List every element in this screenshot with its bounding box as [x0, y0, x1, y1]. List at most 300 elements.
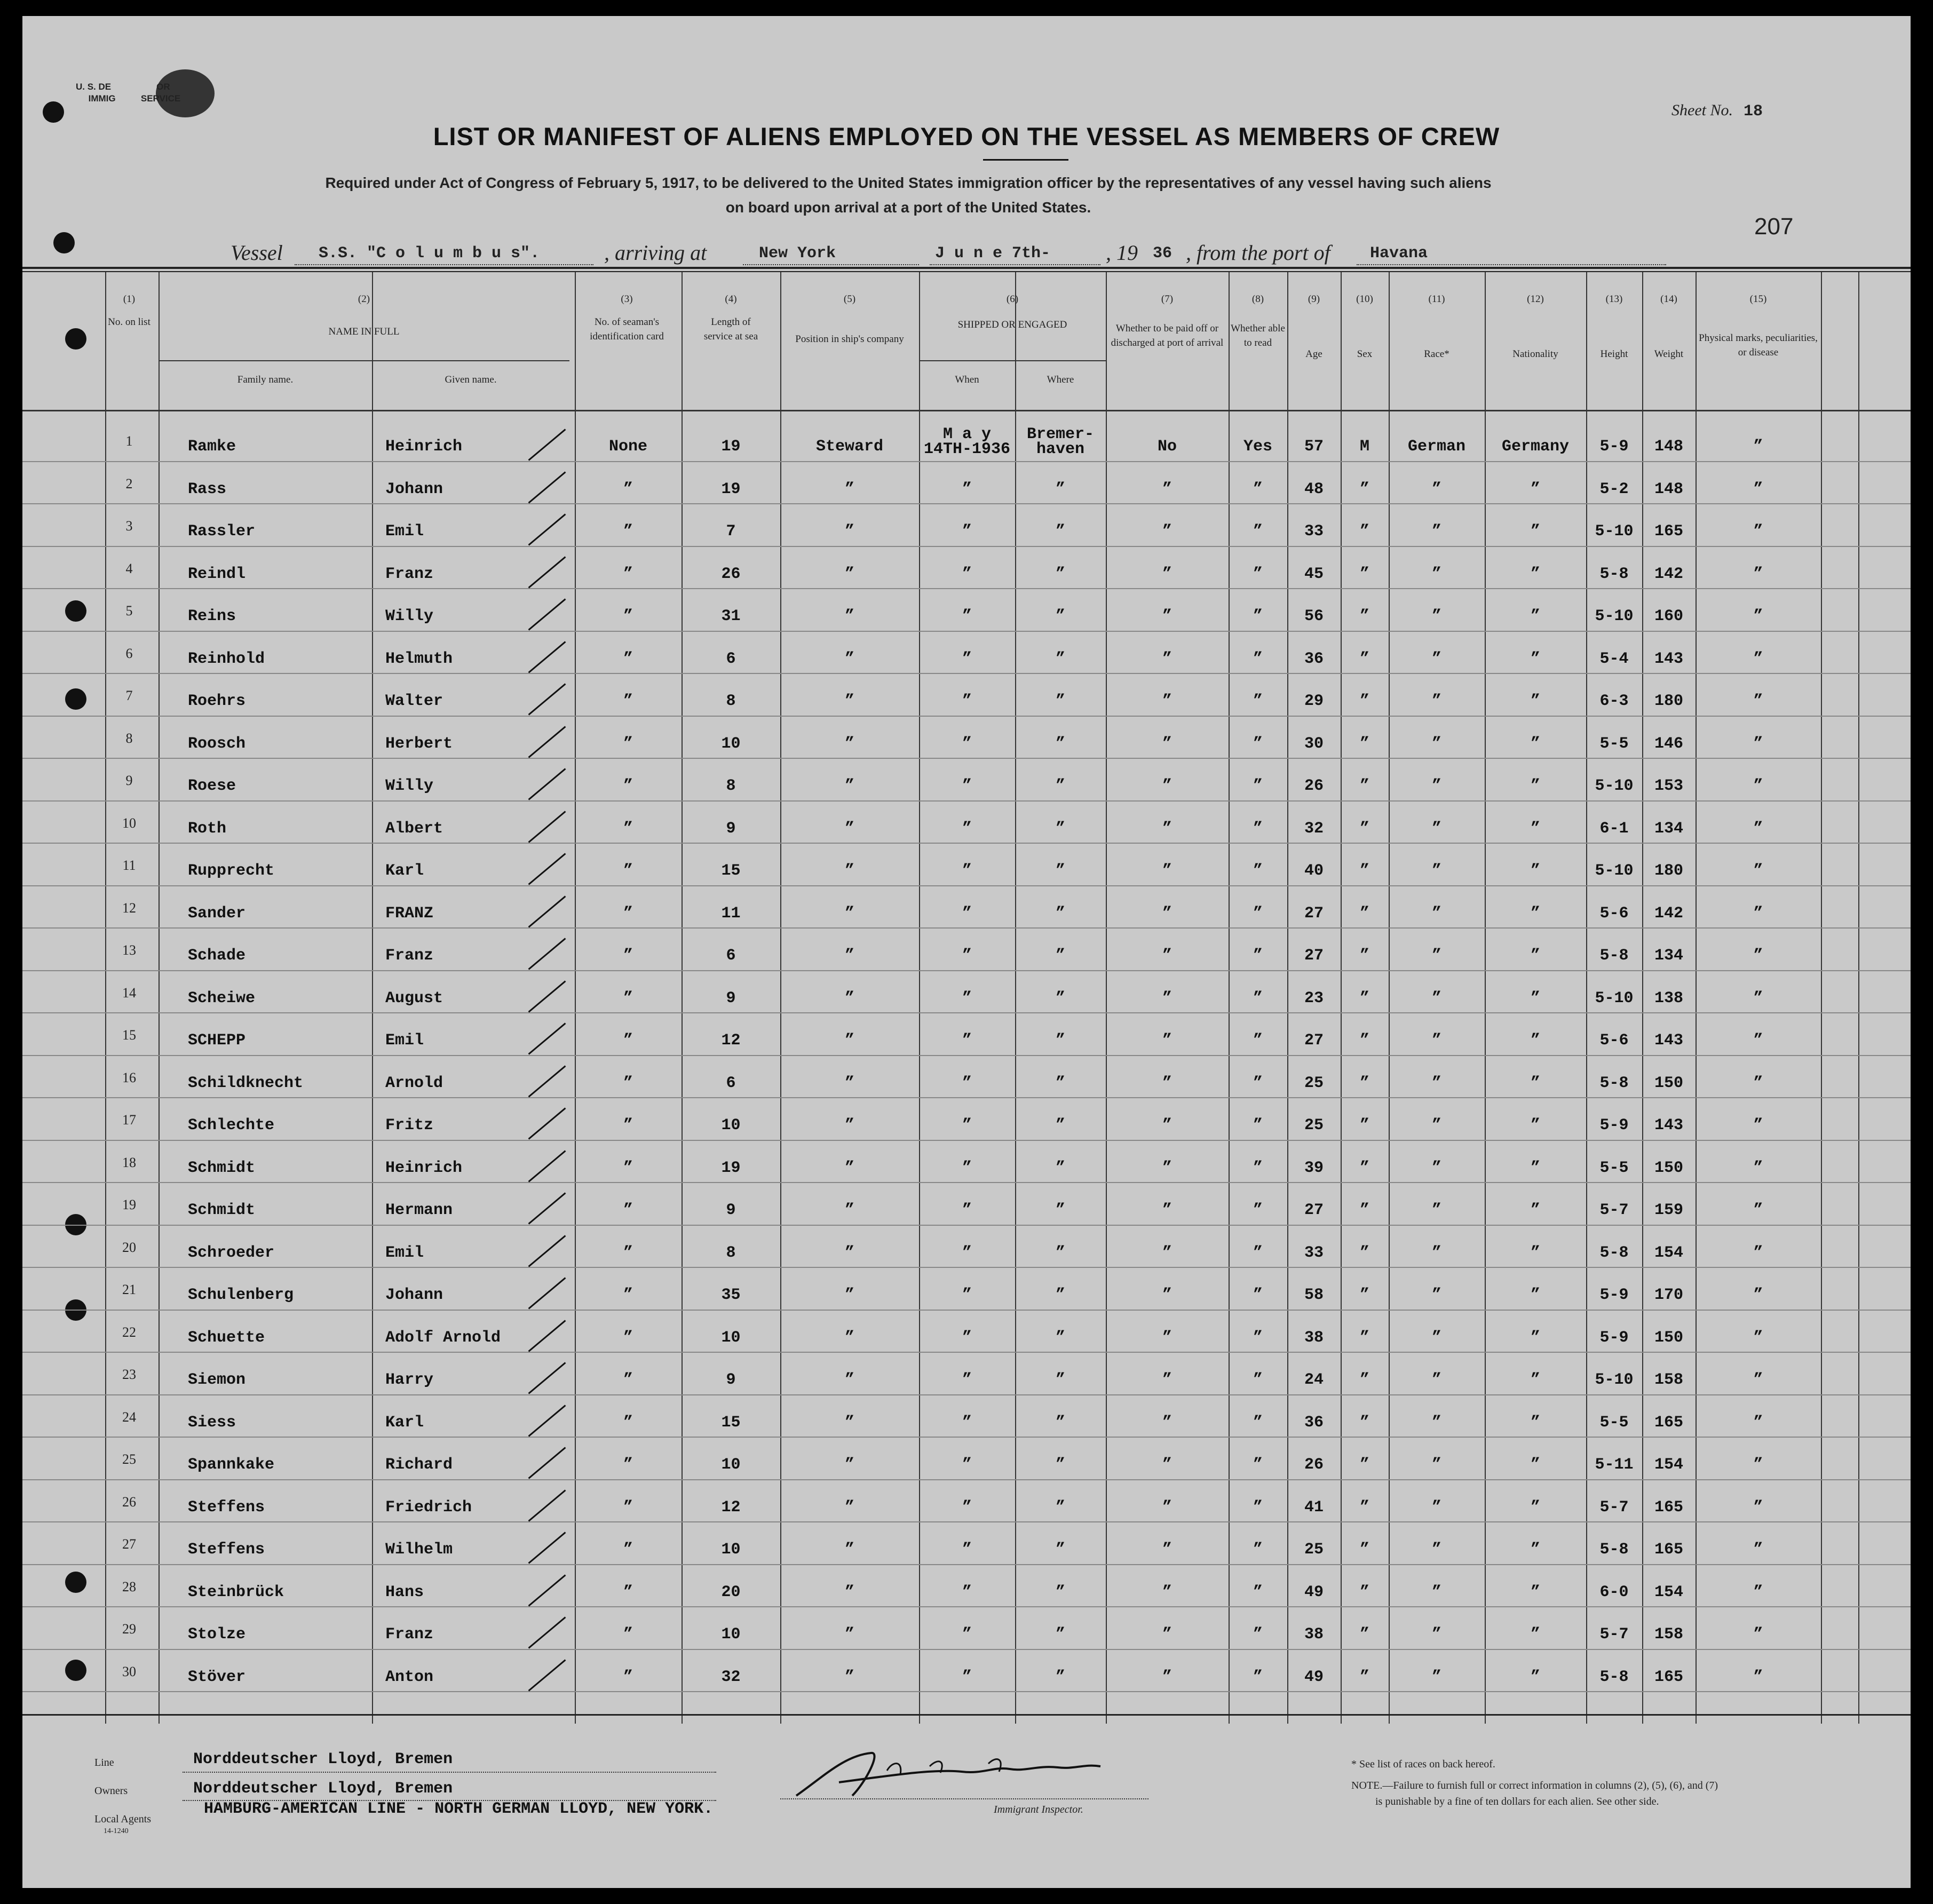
position: ”	[844, 1032, 854, 1050]
height: 5-10	[1595, 1371, 1634, 1389]
id-card: None	[608, 438, 647, 456]
table-row	[22, 1271, 1911, 1314]
owners-label: Owners	[94, 1785, 128, 1797]
family-name: Schildknecht	[188, 1074, 304, 1092]
weight: 158	[1654, 1625, 1683, 1644]
weight: 134	[1654, 947, 1683, 965]
signature-line	[780, 1798, 1148, 1799]
shipped-when: ”	[962, 862, 972, 880]
arrival-year: 36	[1153, 244, 1173, 263]
race: ”	[1431, 522, 1441, 541]
col-head-shipped: SHIPPED OR ENGAGED	[957, 319, 1067, 330]
shipped-when: ”	[962, 1413, 972, 1432]
table-row	[22, 550, 1911, 593]
table-row	[22, 1483, 1911, 1526]
position: ”	[844, 649, 854, 668]
shipped-where: ”	[1055, 777, 1065, 795]
shipped-where: ”	[1055, 947, 1065, 965]
race: ”	[1431, 1032, 1441, 1050]
given-name: Fritz	[385, 1116, 434, 1135]
paid-off: ”	[1162, 1583, 1172, 1601]
age: 27	[1304, 1201, 1324, 1219]
family-name: Siemon	[188, 1371, 246, 1389]
nationality: Germany	[1501, 438, 1570, 456]
shipped-when: ”	[962, 904, 972, 923]
physical-marks: ”	[1753, 1032, 1763, 1050]
sex: ”	[1359, 522, 1369, 541]
table-row	[22, 1186, 1911, 1229]
physical-marks: ”	[1753, 1625, 1763, 1644]
race: ”	[1431, 480, 1441, 498]
service-length: 35	[721, 1286, 741, 1304]
subheader-rule	[159, 360, 569, 361]
family-name: Siess	[188, 1413, 236, 1432]
age: 36	[1304, 1413, 1324, 1432]
position: ”	[844, 1074, 854, 1092]
age: 33	[1304, 1243, 1324, 1262]
check-mark	[528, 1574, 566, 1606]
able-to-read: ”	[1253, 480, 1263, 498]
table-row	[22, 805, 1911, 847]
nationality: ”	[1530, 777, 1540, 795]
height: 5-8	[1599, 565, 1629, 583]
family-name: Schuette	[188, 1328, 265, 1347]
col-head-read: Whether able to read	[1231, 323, 1285, 348]
check-mark	[528, 1320, 566, 1352]
shipped-when: ”	[962, 1371, 972, 1389]
height: 5-9	[1599, 1116, 1629, 1135]
arrival-date: J u n e 7th-	[935, 244, 1051, 263]
service-length: 32	[721, 1668, 741, 1686]
id-card: ”	[623, 1074, 633, 1092]
table-row	[22, 720, 1911, 763]
age: 49	[1304, 1668, 1324, 1686]
age: 33	[1304, 522, 1324, 541]
col-head-position: Position in ship's company	[795, 334, 904, 345]
family-name: Rupprecht	[188, 862, 275, 880]
shipped-when: ”	[962, 1116, 972, 1135]
col-num: (3)	[621, 293, 633, 305]
shipped-when: ”	[962, 480, 972, 498]
given-name: FRANZ	[385, 904, 434, 923]
col-head-when: When	[955, 374, 979, 385]
shipped-where: ”	[1055, 1541, 1065, 1559]
weight: 142	[1654, 904, 1683, 923]
vessel-label: Vessel	[231, 241, 283, 265]
check-mark	[528, 895, 566, 927]
paid-off: ”	[1162, 1541, 1172, 1559]
paid-off: ”	[1162, 480, 1172, 498]
check-mark	[528, 471, 566, 503]
given-name: Albert	[385, 819, 443, 838]
weight: 165	[1654, 1668, 1683, 1686]
table-row	[22, 1059, 1911, 1102]
sex: ”	[1359, 1371, 1369, 1389]
paid-off: ”	[1162, 734, 1172, 753]
service-length: 7	[726, 522, 736, 541]
position: ”	[844, 1456, 854, 1474]
table-row	[22, 507, 1911, 550]
given-name: Anton	[385, 1668, 434, 1686]
check-mark	[528, 1405, 566, 1437]
nationality: ”	[1530, 1583, 1540, 1601]
weight: 170	[1654, 1286, 1683, 1304]
position: ”	[844, 1413, 854, 1432]
race: ”	[1431, 1668, 1441, 1686]
line-value: Norddeutscher Lloyd, Bremen	[193, 1750, 453, 1768]
table-top-rule	[22, 267, 1911, 269]
paid-off: ”	[1162, 607, 1172, 625]
id-card: ”	[623, 1668, 633, 1686]
nationality: ”	[1530, 989, 1540, 1007]
id-card: ”	[623, 904, 633, 923]
family-name: Roosch	[188, 734, 246, 753]
race: ”	[1431, 1371, 1441, 1389]
weight: 142	[1654, 565, 1683, 583]
position: ”	[844, 1201, 854, 1219]
arriving-label: , arriving at	[604, 241, 707, 265]
weight: 158	[1654, 1371, 1683, 1389]
col-num: (13)	[1605, 293, 1623, 305]
service-length: 19	[721, 1159, 741, 1177]
able-to-read: ”	[1253, 1625, 1263, 1644]
position: ”	[844, 480, 854, 498]
id-card: ”	[623, 480, 633, 498]
paid-off: ”	[1162, 904, 1172, 923]
nationality: ”	[1530, 1668, 1540, 1686]
physical-marks: ”	[1753, 1159, 1763, 1177]
physical-marks: ”	[1753, 1668, 1763, 1686]
row-number: 22	[122, 1324, 136, 1340]
physical-marks: ”	[1753, 1456, 1763, 1474]
shipped-where: ”	[1055, 1371, 1065, 1389]
given-name: Willy	[385, 777, 434, 795]
position: ”	[844, 904, 854, 923]
row-number: 19	[122, 1197, 136, 1212]
check-mark	[528, 726, 566, 758]
able-to-read: ”	[1253, 1371, 1263, 1389]
physical-marks: ”	[1753, 1201, 1763, 1219]
family-name: Steffens	[188, 1541, 265, 1559]
able-to-read: ”	[1253, 1074, 1263, 1092]
race: ”	[1431, 862, 1441, 880]
physical-marks: ”	[1753, 904, 1763, 923]
race: ”	[1431, 692, 1441, 710]
able-to-read: ”	[1253, 989, 1263, 1007]
sex: ”	[1359, 1498, 1369, 1517]
sex: ”	[1359, 947, 1369, 965]
physical-marks: ”	[1753, 1413, 1763, 1432]
height: 5-7	[1599, 1201, 1629, 1219]
page-number: 207	[1754, 213, 1794, 240]
physical-marks: ”	[1753, 989, 1763, 1007]
family-name: Reins	[188, 607, 236, 625]
height: 6-0	[1599, 1583, 1629, 1601]
check-mark	[528, 1489, 566, 1521]
row-number: 2	[125, 475, 133, 491]
sex: ”	[1359, 904, 1369, 923]
col-head-where: Where	[1047, 374, 1074, 385]
shipped-when: ”	[962, 734, 972, 753]
table-row	[22, 423, 1911, 465]
shipped-when: ”	[962, 777, 972, 795]
table-row	[22, 762, 1911, 805]
service-length: 10	[721, 1328, 741, 1347]
given-name: Franz	[385, 947, 434, 965]
given-name: Friedrich	[385, 1498, 472, 1517]
id-card: ”	[623, 1159, 633, 1177]
family-name: SCHEPP	[188, 1032, 246, 1050]
weight: 148	[1654, 480, 1683, 498]
service-length: 8	[726, 777, 736, 795]
position: ”	[844, 947, 854, 965]
height: 5-10	[1595, 862, 1634, 880]
table-row	[22, 677, 1911, 720]
col-head-nationality: Nationality	[1512, 348, 1558, 360]
check-mark	[528, 1107, 566, 1139]
shipped-where: Bremer-	[1026, 425, 1095, 443]
height: 5-8	[1599, 1541, 1629, 1559]
weight: 165	[1654, 522, 1683, 541]
col-head-weight: Weight	[1654, 348, 1684, 360]
family-name: Schulenberg	[188, 1286, 294, 1304]
nationality: ”	[1530, 1328, 1540, 1347]
id-card: ”	[623, 522, 633, 541]
physical-marks: ”	[1753, 734, 1763, 753]
inspector-signature	[759, 1745, 1111, 1809]
physical-marks: ”	[1753, 1328, 1763, 1347]
sex: ”	[1359, 1286, 1369, 1304]
service-length: 9	[726, 1201, 736, 1219]
check-mark	[528, 683, 566, 715]
check-mark	[528, 429, 566, 461]
table-row	[22, 1229, 1911, 1272]
given-name: Heinrich	[385, 1159, 463, 1177]
position: ”	[844, 819, 854, 838]
shipped-when: ”	[962, 1498, 972, 1517]
physical-marks: ”	[1753, 1583, 1763, 1601]
family-name: Roehrs	[188, 692, 246, 710]
table-row	[22, 932, 1911, 974]
check-mark	[528, 598, 566, 630]
paid-off: ”	[1162, 1159, 1172, 1177]
age: 40	[1304, 862, 1324, 880]
paid-off: ”	[1162, 1328, 1172, 1347]
shipped-when: ”	[962, 1625, 972, 1644]
table-row	[22, 1144, 1911, 1187]
row-number: 10	[122, 815, 136, 831]
shipped-when: ”	[962, 1159, 972, 1177]
row-number: 1	[125, 433, 133, 449]
sex: ”	[1359, 989, 1369, 1007]
id-card: ”	[623, 565, 633, 583]
departure-port: Havana	[1370, 244, 1428, 263]
physical-marks: ”	[1753, 692, 1763, 710]
age: 38	[1304, 1328, 1324, 1347]
shipped-where: ”	[1055, 1413, 1065, 1432]
physical-marks: ”	[1753, 947, 1763, 965]
physical-marks: ”	[1753, 1498, 1763, 1517]
height: 5-10	[1595, 777, 1634, 795]
sex: ”	[1359, 1625, 1369, 1644]
shipped-when: ”	[962, 1243, 972, 1262]
service-length: 12	[721, 1032, 741, 1050]
table-row	[22, 890, 1911, 932]
id-card: ”	[623, 947, 633, 965]
weight: 148	[1654, 438, 1683, 456]
check-mark	[528, 513, 566, 545]
id-card: ”	[623, 1541, 633, 1559]
weight: 154	[1654, 1456, 1683, 1474]
height: 5-4	[1599, 649, 1629, 668]
table-row	[22, 465, 1911, 508]
nationality: ”	[1530, 1032, 1540, 1050]
col-head-race: Race*	[1424, 348, 1449, 360]
shipped-where: haven	[1036, 440, 1084, 458]
able-to-read: ”	[1253, 522, 1263, 541]
physical-marks: ”	[1753, 819, 1763, 838]
weight: 150	[1654, 1074, 1683, 1092]
given-name: Karl	[385, 862, 424, 880]
col-num: (2)	[358, 293, 370, 305]
given-name: Wilhelm	[385, 1541, 453, 1559]
agents-value: HAMBURG-AMERICAN LINE - NORTH GERMAN LLOYD, NEW YORK.	[204, 1800, 714, 1818]
sex: ”	[1359, 1328, 1369, 1347]
paid-off: ”	[1162, 692, 1172, 710]
height: 5-9	[1599, 438, 1629, 456]
position: ”	[844, 565, 854, 583]
sex: ”	[1359, 1074, 1369, 1092]
sex: ”	[1359, 734, 1369, 753]
family-name: Schade	[188, 947, 246, 965]
position: ”	[844, 1328, 854, 1347]
age: 29	[1304, 692, 1324, 710]
shipped-where: ”	[1055, 862, 1065, 880]
given-name: Heinrich	[385, 438, 463, 456]
paid-off: ”	[1162, 1074, 1172, 1092]
physical-marks: ”	[1753, 1243, 1763, 1262]
shipped-when: ”	[962, 1201, 972, 1219]
given-name: Herbert	[385, 734, 453, 753]
sex: ”	[1359, 1456, 1369, 1474]
race: ”	[1431, 649, 1441, 668]
sex: ”	[1359, 862, 1369, 880]
height: 5-5	[1599, 1413, 1629, 1432]
sex: ”	[1359, 480, 1369, 498]
row-number: 16	[122, 1069, 136, 1085]
shipped-when: ”	[962, 1541, 972, 1559]
table-row	[22, 1441, 1911, 1483]
row-number: 3	[125, 518, 133, 534]
race: ”	[1431, 1116, 1441, 1135]
table-row	[22, 592, 1911, 635]
title-rule	[983, 159, 1068, 161]
shipped-when: ”	[962, 1668, 972, 1686]
check-mark	[528, 811, 566, 843]
subtitle-line: on board upon arrival at a port of the United States.	[725, 199, 1091, 216]
race: ”	[1431, 1201, 1441, 1219]
service-length: 19	[721, 480, 741, 498]
col-head-given: Given name.	[445, 374, 497, 385]
paid-off: ”	[1162, 565, 1172, 583]
year-prefix: , 19	[1106, 241, 1138, 265]
id-card: ”	[623, 734, 633, 753]
row-number: 23	[122, 1367, 136, 1382]
age: 26	[1304, 777, 1324, 795]
check-mark	[528, 1235, 566, 1267]
paid-off: ”	[1162, 1116, 1172, 1135]
shipped-when: ”	[962, 1032, 972, 1050]
paid-off: ”	[1162, 1243, 1172, 1262]
fill-line	[295, 264, 593, 265]
age: 48	[1304, 480, 1324, 498]
col-num: (14)	[1660, 293, 1677, 305]
height: 5-2	[1599, 480, 1629, 498]
paid-off: ”	[1162, 1201, 1172, 1219]
family-name: Reindl	[188, 565, 246, 583]
age: 36	[1304, 649, 1324, 668]
service-length: 10	[721, 734, 741, 753]
shipped-where: ”	[1055, 1286, 1065, 1304]
check-mark	[528, 1447, 566, 1479]
row-number: 21	[122, 1282, 136, 1297]
shipped-when: ”	[962, 1074, 972, 1092]
nationality: ”	[1530, 734, 1540, 753]
weight: 134	[1654, 819, 1683, 838]
physical-marks: ”	[1753, 1286, 1763, 1304]
paid-off: ”	[1162, 522, 1172, 541]
shipped-where: ”	[1055, 1668, 1065, 1686]
row-number: 29	[122, 1621, 136, 1637]
fill-line	[183, 1772, 716, 1773]
given-name: August	[385, 989, 443, 1007]
age: 26	[1304, 1456, 1324, 1474]
service-length: 26	[721, 565, 741, 583]
sheet-number: Sheet No. 18	[1671, 101, 1763, 121]
able-to-read: ”	[1253, 1413, 1263, 1432]
age: 23	[1304, 989, 1324, 1007]
able-to-read: ”	[1253, 1116, 1263, 1135]
weight: 138	[1654, 989, 1683, 1007]
family-name: Steffens	[188, 1498, 265, 1517]
family-name: Schmidt	[188, 1201, 256, 1219]
check-mark	[528, 1192, 566, 1224]
race-note: * See list of races on back hereof.	[1351, 1758, 1495, 1770]
sex: ”	[1359, 1583, 1369, 1601]
line-label: Line	[94, 1757, 114, 1768]
shipped-where: ”	[1055, 819, 1065, 838]
able-to-read: Yes	[1243, 438, 1272, 456]
paid-off: ”	[1162, 777, 1172, 795]
sex: ”	[1359, 607, 1369, 625]
service-length: 15	[721, 862, 741, 880]
service-length: 6	[726, 947, 736, 965]
shipped-where: ”	[1055, 1456, 1065, 1474]
physical-marks: ”	[1753, 1074, 1763, 1092]
family-name: Roth	[188, 819, 227, 838]
row-number: 20	[122, 1239, 136, 1255]
race: ”	[1431, 734, 1441, 753]
id-card: ”	[623, 777, 633, 795]
row-number: 12	[122, 900, 136, 916]
table-row	[22, 1653, 1911, 1696]
shipped-when: ”	[962, 565, 972, 583]
col-head-height: Height	[1600, 348, 1628, 360]
shipped-where: ”	[1055, 692, 1065, 710]
shipped-when: ”	[962, 1583, 972, 1601]
shipped-where: ”	[1055, 734, 1065, 753]
row-number: 25	[122, 1451, 136, 1467]
